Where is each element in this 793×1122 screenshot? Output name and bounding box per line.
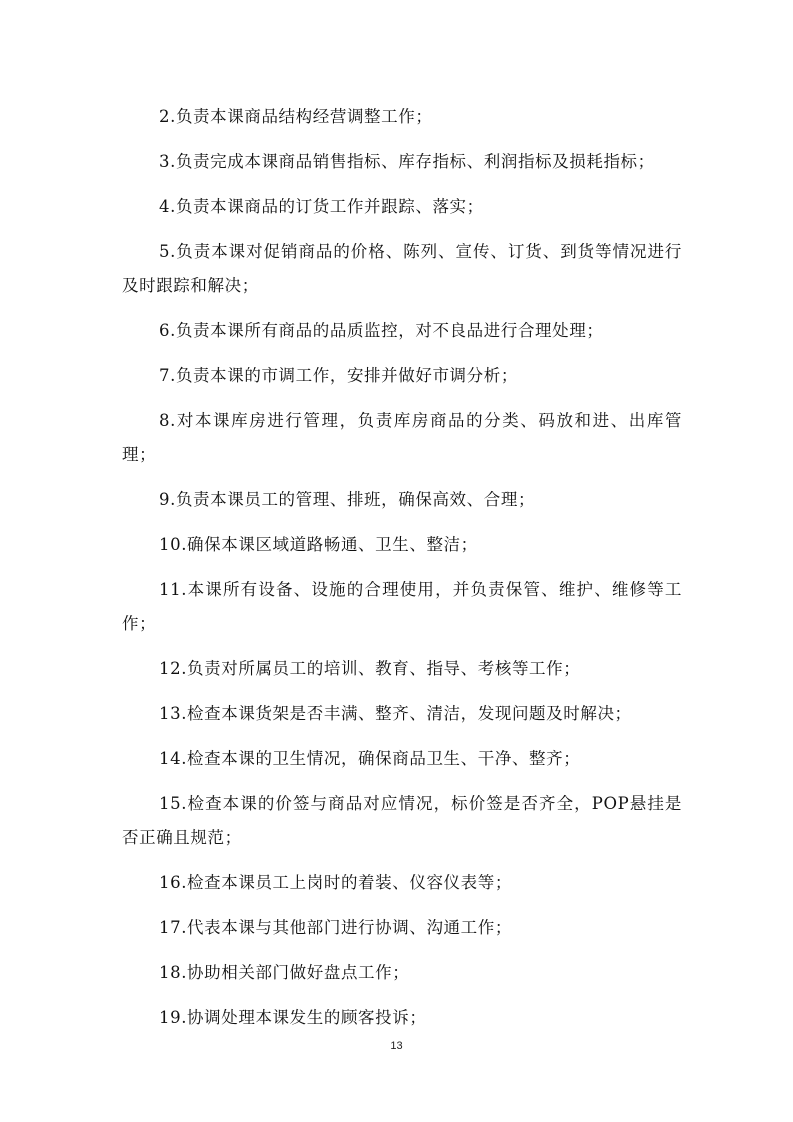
- list-item: 14.检查本课的卫生情况，确保商品卫生、干净、整齐；: [159, 749, 581, 768]
- list-item: 17.代表本课与其他部门进行协调、沟通工作；: [159, 918, 512, 937]
- list-item: 6.负责本课所有商品的品质监控，对不良品进行合理处理；: [159, 321, 604, 340]
- page-number: 13: [390, 1040, 403, 1052]
- list-item: 8.对本课库房进行管理，负责库房商品的分类、码放和进、出库管理；: [122, 411, 682, 464]
- list-item: 2.负责本课商品结构经营调整工作；: [159, 107, 433, 126]
- list-item: 19.协调处理本课发生的顾客投诉；: [159, 1008, 427, 1027]
- list-item: 7.负责本课的市调工作，安排并做好市调分析；: [159, 366, 518, 385]
- document-body: [122, 100, 682, 1046]
- list-item: 9.负责本课员工的管理、排班，确保高效、合理；: [159, 490, 536, 509]
- list-item: 4.负责本课商品的订货工作并跟踪、落实；: [159, 197, 484, 216]
- list-item: 10.确保本课区域道路畅通、卫生、整洁；: [159, 535, 478, 554]
- list-item: 11.本课所有设备、设施的合理使用，并负责保管、维护、维修等工作；: [122, 580, 682, 633]
- list-item: 3.负责完成本课商品销售指标、库存指标、利润指标及损耗指标；: [159, 152, 655, 171]
- list-item: 5.负责本课对促销商品的价格、陈列、宣传、订货、到货等情况进行及时跟踪和解决；: [122, 242, 682, 295]
- list-item: 15.检查本课的价签与商品对应情况，标价签是否齐全，POP悬挂是否正确且规范；: [122, 794, 682, 847]
- list-item: 18.协助相关部门做好盘点工作；: [159, 963, 410, 982]
- list-item: 16.检查本课员工上岗时的着装、仪容仪表等；: [159, 873, 512, 892]
- list-item: 12.负责对所属员工的培训、教育、指导、考核等工作；: [159, 659, 581, 678]
- list-item: 13.检查本课货架是否丰满、整齐、清洁，发现问题及时解决；: [159, 704, 632, 723]
